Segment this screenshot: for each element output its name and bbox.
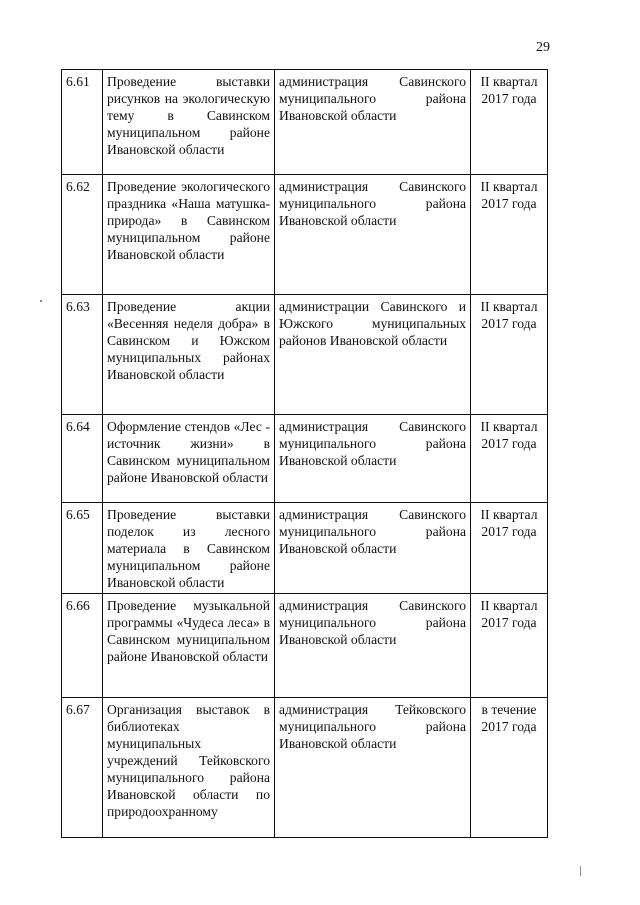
- scan-speck: [40, 300, 42, 302]
- table-row: [62, 594, 548, 698]
- event-description: Проведение выставки поделок из лесного материала в Савинском муниципальном районе Ивановской области: [103, 503, 275, 594]
- responsible-organization: администрация Савинского муниципального района Ивановской области: [275, 503, 471, 594]
- row-number: 6.64: [62, 415, 103, 503]
- deadline: II квартал 2017 года: [471, 415, 548, 503]
- event-description: Проведение выставки рисунков на экологическую тему в Савинском муниципальном районе Ивановской области: [103, 70, 275, 175]
- deadline: II квартал 2017 года: [471, 70, 548, 175]
- responsible-organization: администрация Савинского муниципального района Ивановской области: [275, 415, 471, 503]
- table-row: [62, 295, 548, 415]
- row-number: 6.66: [62, 594, 103, 698]
- table-row: [62, 415, 548, 503]
- event-description: Проведение экологического праздника «Наша матушка-природа» в Савинском муниципальном районе Ивановской области: [103, 175, 275, 295]
- row-number: 6.65: [62, 503, 103, 594]
- table-row: [62, 175, 548, 295]
- deadline: II квартал 2017 года: [471, 295, 548, 415]
- row-number: 6.61: [62, 70, 103, 175]
- responsible-organization: администрация Савинского муниципального района Ивановской области: [275, 594, 471, 698]
- deadline: II квартал 2017 года: [471, 594, 548, 698]
- row-number: 6.63: [62, 295, 103, 415]
- event-description: Оформление стендов «Лес - источник жизни» в Савинском муниципальном районе Ивановской области: [103, 415, 275, 503]
- deadline: II квартал 2017 года: [471, 503, 548, 594]
- row-number: 6.67: [62, 698, 103, 838]
- responsible-organization: администрация Савинского муниципального района Ивановской области: [275, 175, 471, 295]
- scan-speck: [580, 866, 581, 876]
- table-row: [62, 70, 548, 175]
- event-description: Проведение акции «Весенняя неделя добра» в Савинском и Южском муниципальных районах Ивановской области: [103, 295, 275, 415]
- deadline: в течение 2017 года: [471, 698, 548, 838]
- event-description: Проведение музыкальной программы «Чудеса леса» в Савинском муниципальном районе Ивановской области: [103, 594, 275, 698]
- event-description: Организация выставок в библиотеках муниципальных учреждений Тейковского муниципального района Ивановской области по природоохранному: [103, 698, 275, 838]
- table-row: [62, 698, 548, 838]
- events-table: [61, 69, 548, 838]
- row-number: 6.62: [62, 175, 103, 295]
- responsible-organization: администрации Савинского и Южского муниципальных районов Ивановской области: [275, 295, 471, 415]
- responsible-organization: администрация Тейковского муниципального района Ивановской области: [275, 698, 471, 838]
- responsible-organization: администрация Савинского муниципального района Ивановской области: [275, 70, 471, 175]
- table-row: [62, 503, 548, 594]
- deadline: II квартал 2017 года: [471, 175, 548, 295]
- page-number: 29: [536, 40, 550, 55]
